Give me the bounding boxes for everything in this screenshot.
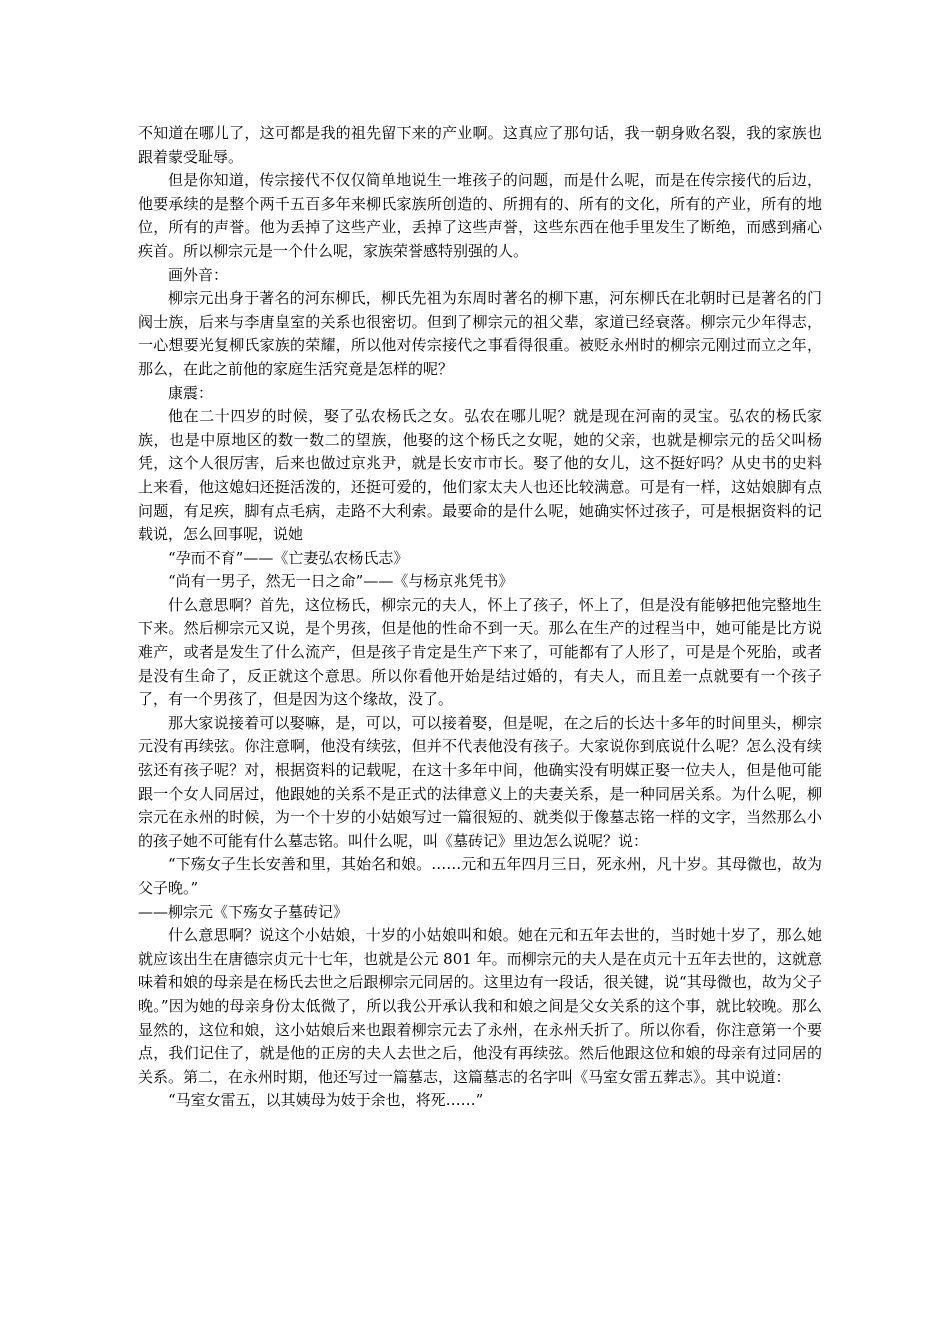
quotation: “尚有一男子，然无一日之命”——《与杨京兆凭书》 (168, 572, 514, 591)
speaker-label: 康震： (168, 383, 214, 402)
document-body (138, 122, 822, 1113)
speaker-label: 画外音： (168, 265, 229, 284)
paragraph-continued: 不知道在哪儿了，这可都是我的祖先留下来的产业啊。这真应了那句话，我一朝身败名裂，我的家族也跟着蒙受耻辱。 (138, 124, 822, 166)
paragraph: 但是你知道，传宗接代不仅仅简单地说生一堆孩子的问题，而是什么呢，而是在传宗接代的后边，他要承续的是整个两千五百多年来柳氏家族所创造的、所拥有的、所有的文化，所有的产业，所有的地位，所有的声誉。他为丢掉了这些产业，丢掉了这些声誉，这些东西在他手里发生了断绝，而感到痛心疾首。所以柳宗元是一个什么呢，家族荣誉感特别强的人。 (138, 171, 822, 260)
quotation: “孕而不育”——《亡妻弘农杨氏志》 (168, 548, 409, 567)
quotation: “下殇女子生长安善和里，其始名和娘。……元和五年四月三日，死永州，凡十岁。其母微也，故为父子晚。” (138, 855, 822, 897)
paragraph: 什么意思啊？首先，这位杨氏，柳宗元的夫人，怀上了孩子，怀上了，但是没有能够把他完整地生下来。然后柳宗元又说，是个男孩，但是他的性命不到一天。那么在生产的过程当中，她可能是比方说难产，或者是发生了什么流产，但是孩子肯定是生产下来了，可能都有了人形了，可是是个死胎，或者是没有生命了，反正就这个意思。所以你看他开始是结过婚的，有夫人，而且差一点就要有一个孩子了，有一个男孩了，但是因为这个缘故，没了。 (138, 595, 822, 709)
paragraph: 他在二十四岁的时候，娶了弘农杨氏之女。弘农在哪儿呢？就是现在河南的灵宝。弘农的杨氏家族，也是中原地区的数一数二的望族，他娶的这个杨氏之女呢，她的父亲，也就是柳宗元的岳父叫杨凭，这个人很厉害，后来也做过京兆尹，就是长安市市长。娶了他的女儿，这不挺好吗？从史书的史料上来看，他这媳妇还挺活泼的，还挺可爱的，他们家太夫人也还比较满意。可是有一样，这姑娘脚有点问题，有足疾，脚有点毛病，走路不大利索。最要命的是什么呢，她确实怀过孩子，可是根据资料的记载说，怎么回事呢，说她 (138, 407, 822, 544)
paragraph: 那大家说接着可以娶嘛，是，可以，可以接着娶，但是呢，在之后的长达十多年的时间里头，柳宗元没有再续弦。你注意啊，他没有续弦，但并不代表他没有孩子。大家说你到底说什么呢？怎么没有续弦还有孩子呢？对，根据资料的记载呢，在这十多年中间，他确实没有明媒正娶一位夫人，但是他可能跟一个女人同居过，他跟她的关系不是正式的法律意义上的夫妻关系，是一种同居关系。为什么呢，柳宗元在永州的时候，为一个十岁的小姑娘写过一篇很短的、就类似于像墓志铭一样的文字，当然那么小的孩子她不可能有什么墓志铭。叫什么呢，叫《墓砖记》里边怎么说呢？说： (138, 713, 822, 850)
quotation: “马室女雷五，以其姨母为妓于余也，将死……” (168, 1091, 484, 1110)
paragraph: 柳宗元出身于著名的河东柳氏，柳氏先祖为东周时著名的柳下惠，河东柳氏在北朝时已是著名的门阀士族，后来与李唐皇室的关系也很密切。但到了柳宗元的祖父辈，家道已经衰落。柳宗元少年得志，一心想要光复柳氏家族的荣耀，所以他对传宗接代之事看得很重。被贬永州时的柳宗元刚过而立之年，那么，在此之前他的家庭生活究竟是怎样的呢？ (138, 289, 822, 378)
paragraph: 什么意思啊？说这个小姑娘，十岁的小姑娘叫和娘。她在元和五年去世的，当时她十岁了，那么她就应该出生在唐德宗贞元十七年，也就是公元 801 年。而柳宗元的夫人是在贞元十五年去世的，这就意味着和娘的母亲是在杨氏去世之后跟柳宗元同居的。这里边有一段话，很关键，说“其母微也，故为父子晚。”因为她的母亲身份太低微了，所以我公开承认我和和娘之间是父女关系的这个事，就比较晚。那么显然的，这位和娘，这小姑娘后来也跟着柳宗元去了永州，在永州夭折了。所以你看，你注意第一个要点，我们记住了，就是他的正房的夫人去世之后，他没有再续弦。然后他跟这位和娘的母亲有过同居的关系。第二，在永州时期，他还写过一篇墓志，这篇墓志的名字叫《马室女雷五葬志》。其中说道： (138, 926, 822, 1086)
quotation-source: ——柳宗元《下殇女子墓砖记》 (138, 902, 349, 921)
